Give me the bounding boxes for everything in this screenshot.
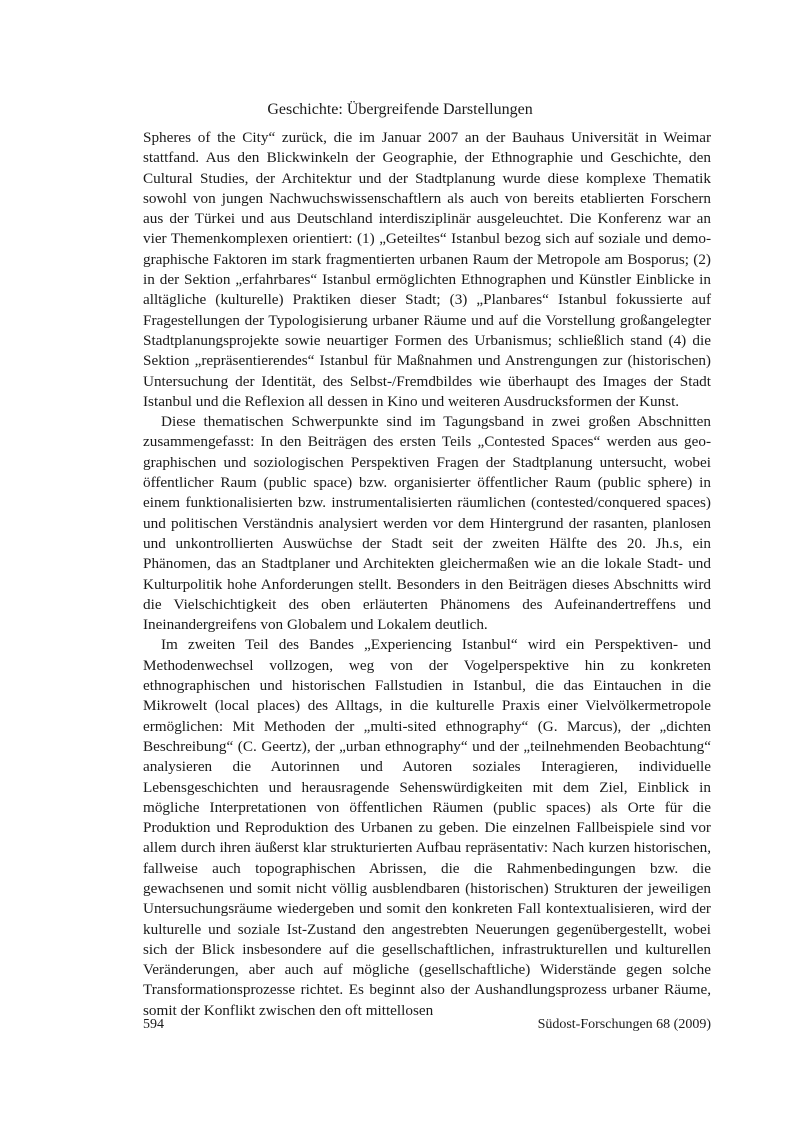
paragraph: Spheres of the City“ zurück, die im Januar 2007 an der Bauhaus Universität in Weimar stattfand. Aus den Blickwinkeln der Geographie, der Ethnographie und Geschichte, den Cultural Studies, der Architektur und der Stadtplanung wurde diese komplexe Thematik sowohl von jungen Nachwuchswissenschaftlern als auch von bereits etablierten Forschern aus der Türkei und aus Deutschland interdisziplinär ausgeleuchtet. Die Konferenz war an vier Themenkomplexen orientiert: (1) „Geteiltes“ Istanbul bezog sich auf soziale und demographische Faktoren im stark fragmentierten urbanen Raum der Metropole am Bosporus; (2) in der Sektion „erfahrbares“ Istanbul ermöglichten Ethnographen und Künstler Einblicke in alltägliche (kulturelle) Praktiken dieser Stadt; (3) „Planbares“ Istanbul fokussierte auf Fragestellungen der Typologisierung urbaner Räume und auf die Vorstellung großangelegter Stadtplanungsprojekte sowie neuartiger Formen des Urbanismus; schließlich stand (4) die Sektion „repräsentierendes“ Istanbul für Maßnahmen und Anstrengungen zur (historischen) Untersuchung der Identität, des Selbst-/Fremdbildes wie überhaupt des Images der Stadt Istanbul und die Reflexion all dessen in Kino und weiteren Ausdrucksformen der Kunst.: [143, 129, 711, 410]
page-footer: [143, 1016, 711, 1034]
page-number: 594: [143, 1017, 164, 1032]
paragraph: Im zweiten Teil des Bandes „Experiencing Istanbul“ wird ein Perspektiven- und Methodenwechsel vollzogen, weg von der Vogelperspektive hin zu konkreten ethnographischen und historischen Fallstudien in Istanbul, die das Eintauchen in die Mikrowelt (local places) des Alltags, in die kulturelle Praxis einer Vielvölkermetropole ermöglichen: Mit Methoden der „multi-sited ethnography“ (G. Marcus), der „dichten Beschreibung“ (C. Geertz), der „urban ethnography“ und der „teilnehmenden Beobachtung“ analysieren die Autorinnen und Autoren soziales Interagieren, individuelle Lebensgeschichten und herausragende Sehenswürdigkeiten mit dem Ziel, Einblick in mögliche Interpretationen von öffentlichen Räumen (public spaces) als Orte für die Produktion und Reproduktion des Urbanen zu geben. Die einzelnen Fallbeispiele sind vor allem durch ihren äußerst klar strukturierten Aufbau repräsentativ: Nach kurzen historischen, fallweise auch topographischen Abrissen, die die Rahmenbedingungen bzw. die gewachsenen und somit nicht völlig ausblendbaren (historischen) Strukturen der jeweiligen Untersuchungsräume wiedergeben und somit den konkreten Fall kontextualisieren, wird der kulturelle und soziale Ist-Zustand den angestrebten Neuerungen gegenübergestellt, wobei sich der Blick insbesondere auf die gesellschaftlichen, infrastrukturellen und kulturellen Veränderungen, aber auch auf mögliche (gesellschaftliche) Widerstände gegen solche Transformationsprozesse richtet. Es beginnt also der Aushandlungsprozess urbaner Räume, somit der Konflikt zwischen den oft mittellosen: [143, 636, 711, 1019]
paragraph: Diese thematischen Schwerpunkte sind im Tagungsband in zwei großen Abschnitten zusammengefasst: In den Beiträgen des ersten Teils „Contested Spaces“ werden aus geographischen und soziologischen Perspektiven Fragen der Stadtplanung untersucht, wobei öffentlicher Raum (public space) bzw. organisierter öffentlicher Raum (public sphere) in einem funktionalisierten bzw. instrumentalisierten räumlichen (contested/conquered spaces) und politischen Verständnis analysiert werden vor dem Hintergrund der rasanten, planlosen und unkontrollierten Auswüchse der Stadt seit der zweiten Hälfte des 20. Jh.s, ein Phänomen, das an Stadtplaner und Architekten gleichermaßen wie an die lokale Stadt- und Kulturpolitik hohe Anforderungen stellt. Besonders in den Beiträgen dieses Abschnitts wird die Vielschichtigkeit des oben erläuterten Phänomens des Aufeinandertreffens und Ineinandergreifens von Globalem und Lokalem deutlich.: [143, 413, 711, 634]
running-head: Geschichte: Übergreifende Darstellungen: [267, 101, 533, 118]
body-text: [143, 128, 711, 1021]
journal-reference: Südost-Forschungen 68 (2009): [537, 1017, 711, 1032]
